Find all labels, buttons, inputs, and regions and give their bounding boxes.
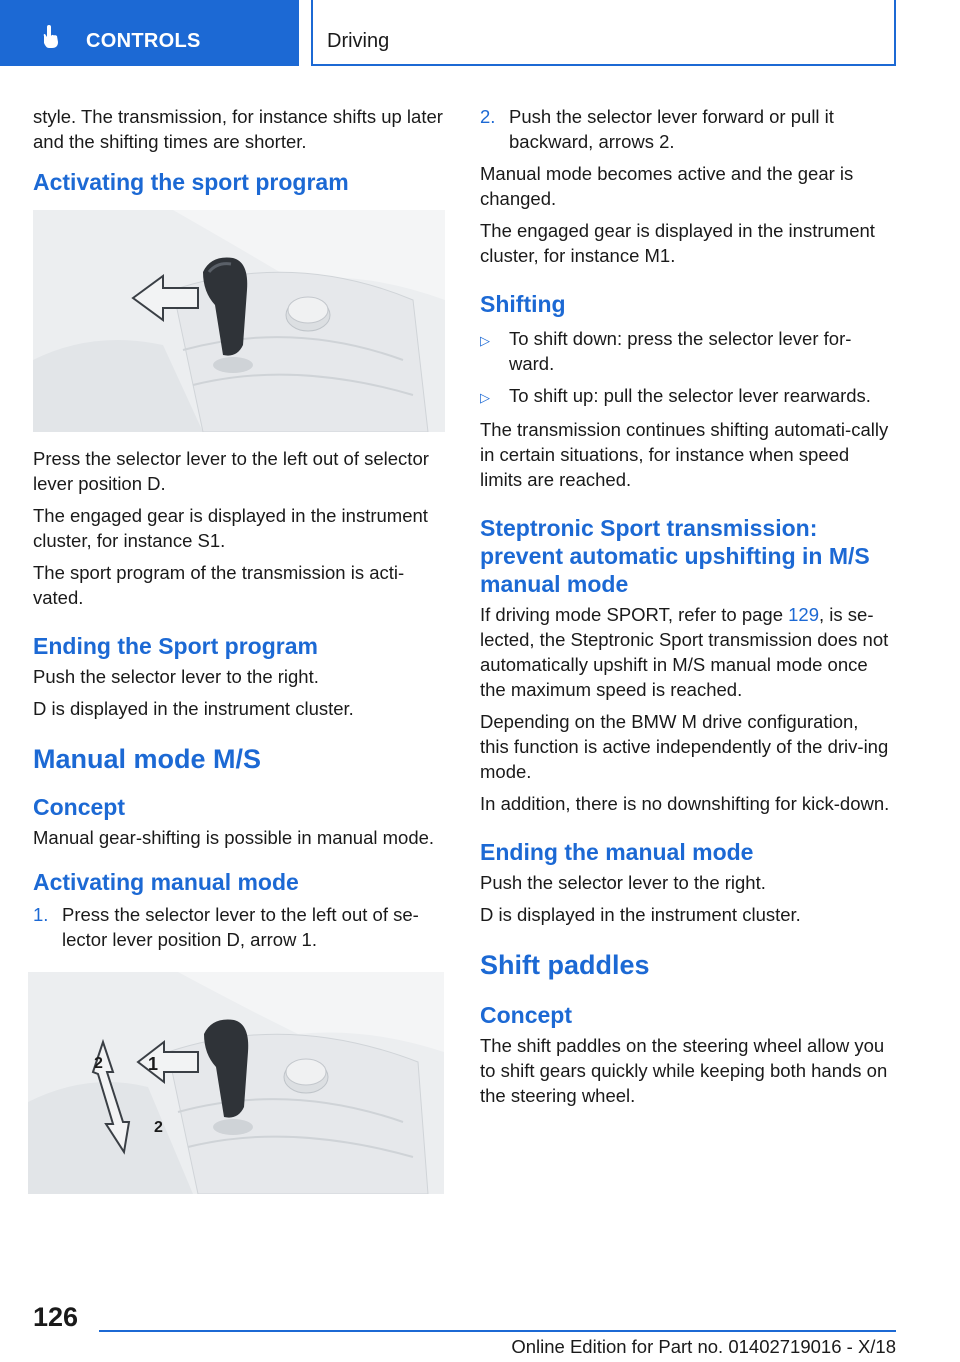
paddles-text: The shift paddles on the steering wheel allow you to shift gears quickly while keeping both hands on the steering wheel. — [480, 1035, 888, 1106]
footer-edition: Online Edition for Part no. 01402719016 - X/18 — [511, 1336, 896, 1357]
triangle-bullet-icon: ▷ — [480, 333, 490, 348]
right-column — [480, 104, 892, 1115]
step-number: 2. — [480, 106, 496, 127]
list-item — [480, 104, 892, 154]
sport-activated-text: The sport program of the transmission is acti-vated. — [33, 562, 405, 608]
figure-arrow-label-2a: 2 — [94, 1055, 103, 1072]
selector-lever-figure-1 — [33, 210, 445, 432]
intro-text: style. The transmission, for instance shifts up later and the shifting times are shorter. — [33, 106, 443, 152]
heading-shift-paddles: Shift paddles — [480, 950, 650, 980]
heading-manual-mode: Manual mode M/S — [33, 744, 262, 774]
step-text: Press the selector lever to the left out of se-lector lever position D, arrow 1. — [62, 904, 419, 950]
selector-lever-figure-2 — [28, 972, 444, 1194]
depending-text: Depending on the BMW M drive configuration, this function is active independently of the driv-ing mode. — [480, 711, 889, 782]
heading-steptronic: Steptronic Sport transmission: prevent automatic upshifting in M/S manual mode — [480, 515, 870, 597]
footer-divider — [99, 1330, 896, 1332]
list-item — [33, 902, 445, 952]
step-number: 1. — [33, 904, 49, 925]
heading-activating-sport: Activating the sport program — [33, 169, 349, 195]
push-right-text-1: Push the selector lever to the right. — [33, 666, 319, 687]
heading-ending-sport: Ending the Sport program — [33, 633, 318, 659]
left-column — [33, 104, 445, 1194]
hand-pointer-icon — [38, 24, 64, 50]
d-displayed-text-2: D is displayed in the instrument cluster. — [480, 904, 801, 925]
section-tab[interactable] — [0, 0, 299, 66]
manual-possible-text: Manual gear-shifting is possible in manual mode. — [33, 827, 435, 848]
step-text: Push the selector lever forward or pull it backward, arrows 2. — [509, 106, 834, 152]
figure-arrow-label-1: 1 — [148, 1054, 159, 1074]
figure-arrow-label-2b: 2 — [154, 1119, 163, 1136]
push-right-text-2: Push the selector lever to the right. — [480, 872, 766, 893]
if-sport-text: If driving mode SPORT, refer to page 129, is se-lected, the Steptronic Sport transmission does not automatically upshift in M/S manual mode once the maximum speed is reached. — [480, 604, 889, 700]
engaged-s1-text: The engaged gear is displayed in the instrument cluster, for instance S1. — [33, 505, 428, 551]
bullet-item — [480, 326, 892, 376]
chapter-title: Driving — [327, 30, 390, 52]
continues-text: The transmission continues shifting automati-cally in certain situations, for instance when speed limits are reached. — [480, 419, 889, 490]
bullet-item — [480, 383, 892, 410]
manual-active-text: Manual mode becomes active and the gear is changed. — [480, 163, 854, 209]
engaged-m1-text: The engaged gear is displayed in the instrument cluster, for instance M1. — [480, 220, 875, 266]
section-title: CONTROLS — [86, 30, 201, 52]
heading-shifting: Shifting — [480, 291, 566, 317]
page-number: 126 — [33, 1302, 79, 1332]
heading-concept-2: Concept — [480, 1002, 572, 1028]
bullet-text: To shift up: pull the selector lever rearwards. — [509, 385, 871, 406]
triangle-bullet-icon: ▷ — [480, 390, 490, 405]
chapter-header — [311, 0, 896, 66]
page-link[interactable]: 129 — [788, 604, 820, 625]
press-left-text: Press the selector lever to the left out of selector lever position D. — [33, 448, 429, 494]
heading-activating-manual: Activating manual mode — [33, 869, 299, 895]
heading-ending-manual: Ending the manual mode — [480, 839, 754, 865]
bullet-text: To shift down: press the selector lever for-ward. — [509, 328, 852, 374]
no-downshift-text: In addition, there is no downshifting for kick-down. — [480, 793, 890, 814]
heading-concept-1: Concept — [33, 794, 125, 820]
d-displayed-text-1: D is displayed in the instrument cluster. — [33, 698, 354, 719]
